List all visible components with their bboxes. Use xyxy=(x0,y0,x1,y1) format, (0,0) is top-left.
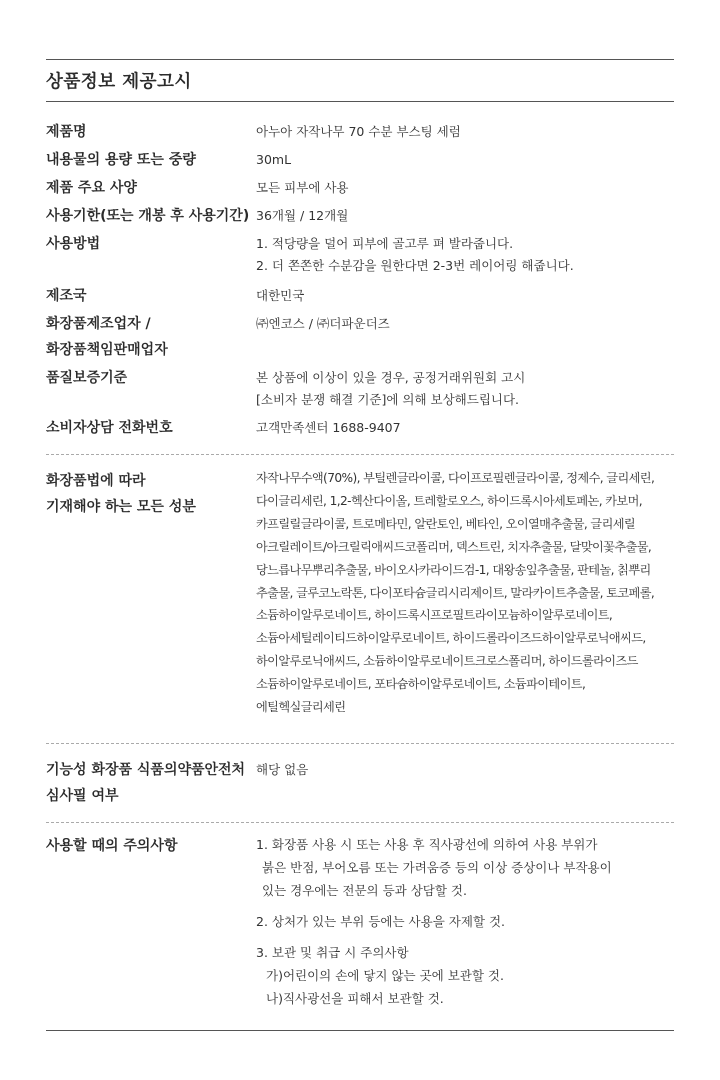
functional-value: 해당 없음 xyxy=(256,762,309,777)
ingredients-label: 화장품법에 따라 기재해야 하는 모든 성분 xyxy=(46,473,196,515)
row-label-country: 제조국 xyxy=(46,288,87,304)
bottom-divider xyxy=(46,1030,674,1031)
ingredients-list: 자작나무수액(70%), 부틸렌글라이콜, 다이프로필렌글라이콜, 정제수, 글리세린, 다이글리세린, 1,2-헥산다이올, 트레할로오스, 하이드록시아세토페논, 카보머, 카프릴릴글라이콜, 트로메타민, 알란토인, 베타인, 오이열매추출물, 글리세릴 아크릴레이트/아크릴릭애씨드코폴리머, 덱스트린, 치자추출물, 달맞이꽃추출물, 당느릅나무뿌리추출물, 바이오사카라이드검-1, 대왕송잎추출물, 판테놀, 칡뿌리 추출물, 글루코노락톤, 다이포타슘글리시리제이트, 말라카이트추출물, 토코페롤, 소듐하이알루로네이트, 하이드록시프로필트라이모늄하이알루로네이트, 소듐아세틸레이티드하이알루로네이트, 하이드롤라이즈드하이알루로닉애씨드, 하이알루로닉애씨드, 소듐하이알루로네이트크로스폴리머, 하이드롤라이즈드 소듐하이알루로네이트, 포타슘하이알루로네이트, 소듐파이테이트, 에틸헥실글리세린 xyxy=(256,471,655,715)
title-divider xyxy=(46,101,674,102)
row-value-manufacturer: ㈜엔코스 / ㈜더파운더즈 xyxy=(256,316,390,331)
row-label-contact: 소비자상담 전화번호 xyxy=(46,420,173,436)
row-value-product-name: 아누아 자작나무 70 수분 부스팅 세럼 xyxy=(256,124,461,139)
section-divider xyxy=(46,743,674,744)
row-value-contact: 고객만족센터 1688-9407 xyxy=(256,420,401,435)
row-label-volume: 내용물의 용량 또는 중량 xyxy=(46,152,196,168)
functional-label: 기능성 화장품 식품의약품안전처 심사필 여부 xyxy=(46,762,246,804)
section-divider xyxy=(46,454,674,455)
row-label-manufacturer: 화장품제조업자 / 화장품책임판매업자 xyxy=(46,316,168,358)
row-value-usage: 1. 적당량을 덜어 피부에 골고루 펴 발라줍니다. 2. 더 쫀쫀한 수분감을 원한다면 2-3번 레이어링 해줍니다. xyxy=(256,236,574,273)
row-value-spec: 모든 피부에 사용 xyxy=(256,180,349,195)
row-value-volume: 30mL xyxy=(256,152,292,167)
row-value-quality: 본 상품에 이상이 있을 경우, 공정거래위원회 고시 [소비자 분쟁 해결 기준]에 의해 보상해드립니다. xyxy=(256,370,526,407)
cautions-list: 1. 화장품 사용 시 또는 사용 후 직사광선에 의하여 사용 부위가 붉은 반점, 부어오름 또는 가려움증 등의 이상 증상이나 부작용이 있는 경우에는 전문의 등과 상담할 것. 2. 상처가 있는 부위 등에는 사용을 자제할 것. 3. 보관 및 취급 시 주의사항 가)어린이의 손에 닿지 않는 곳에 보관할 것. 나)직사광선을 피해서 보관할 것. xyxy=(256,837,612,1006)
cautions-label: 사용할 때의 주의사항 xyxy=(46,838,178,854)
row-label-spec: 제품 주요 사양 xyxy=(46,180,137,196)
section-divider xyxy=(46,822,674,823)
row-value-country: 대한민국 xyxy=(256,288,305,303)
row-label-product-name: 제품명 xyxy=(46,124,87,140)
row-value-expiry: 36개월 / 12개월 xyxy=(256,208,349,223)
row-label-expiry: 사용기한(또는 개봉 후 사용기간) xyxy=(46,208,250,224)
row-label-quality: 품질보증기준 xyxy=(46,370,128,386)
row-label-usage: 사용방법 xyxy=(46,236,101,252)
page-title: 상품정보 제공고시 xyxy=(46,72,192,92)
top-divider xyxy=(46,59,674,60)
